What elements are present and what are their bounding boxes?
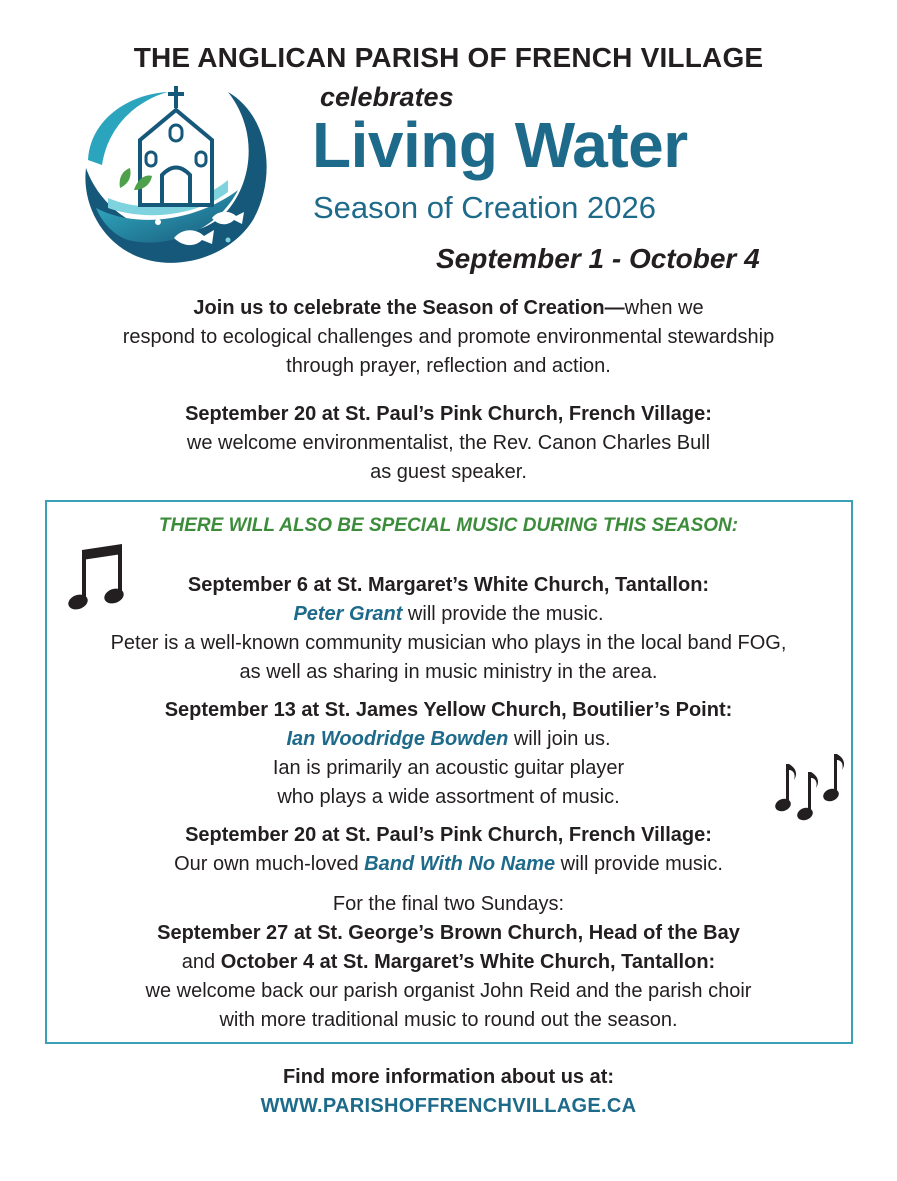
guest-heading: September 20 at St. Paul’s Pink Church, French Village: [185,403,712,425]
event-1-line-4: as well as sharing in music ministry in the area. [239,661,658,683]
music-event-3 [0,821,897,879]
event-2-musician: Ian Woodridge Bowden [286,728,509,750]
org-title: THE ANGLICAN PARISH OF FRENCH VILLAGE [133,42,764,73]
intro-line-1 [0,294,897,323]
celebrates-text: celebrates [320,82,454,112]
event-3-musician: Band With No Name [364,853,556,875]
guest-line-2: as guest speaker. [370,461,527,483]
intro-line-1-rest: when we [624,297,704,319]
event-2-line-4: who plays a wide assortment of music. [277,786,620,808]
guest-line-1: we welcome environmentalist, the Rev. Canon Charles Bull [186,432,711,454]
footer-label: Find more information about us at: [282,1066,615,1088]
season-subtitle: Season of Creation 2026 [313,190,656,225]
church-water-logo-icon [78,80,282,272]
final-intro: For the final two Sundays: [332,893,565,915]
event-1-after-name: will provide the music. [402,603,604,625]
guest-speaker-paragraph [0,400,897,487]
intro-line-2: respond to ecological challenges and promote environmental stewardship [122,326,775,348]
final-line-1: September 27 at St. George’s Brown Church, Head of the Bay [157,922,740,944]
event-1-musician: Peter Grant [293,603,403,625]
season-dates: September 1 - October 4 [436,243,760,274]
event-2-line-3: Ian is primarily an acoustic guitar player [272,757,625,779]
event-2-after-name: will join us. [508,728,611,750]
final-line-4: with more traditional music to round out the season. [219,1009,678,1031]
footer [0,1063,897,1121]
final-line-2-bold: October 4 at St. Margaret’s White Church, Tantallon: [220,951,716,973]
intro-line-3: through prayer, reflection and action. [286,355,611,377]
final-line-2-and: and [181,951,221,973]
music-final-sundays [0,890,897,1035]
music-heading: THERE WILL ALSO BE SPECIAL MUSIC DURING THIS SEASON: [158,515,739,536]
event-3-before-name: Our own much-loved [174,853,365,875]
event-3-after-name: will provide music. [555,853,723,875]
intro-paragraph [0,294,897,381]
event-1-line-3: Peter is a well-known community musician who plays in the local band FOG, [110,632,787,654]
music-event-1 [0,571,897,687]
event-1-heading: September 6 at St. Margaret’s White Church, Tantallon: [187,574,710,596]
event-2-heading: September 13 at St. James Yellow Church, Boutilier’s Point: [164,699,733,721]
intro-bold: Join us to celebrate the Season of Creation— [193,297,625,319]
website-link[interactable]: WWW.PARISHOFFRENCHVILLAGE.CA [260,1095,637,1117]
final-line-3: we welcome back our parish organist John Reid and the parish choir [145,980,752,1002]
event-3-heading: September 20 at St. Paul’s Pink Church, French Village: [185,824,712,846]
music-event-2 [0,696,897,812]
theme-title: Living Water [312,109,688,181]
